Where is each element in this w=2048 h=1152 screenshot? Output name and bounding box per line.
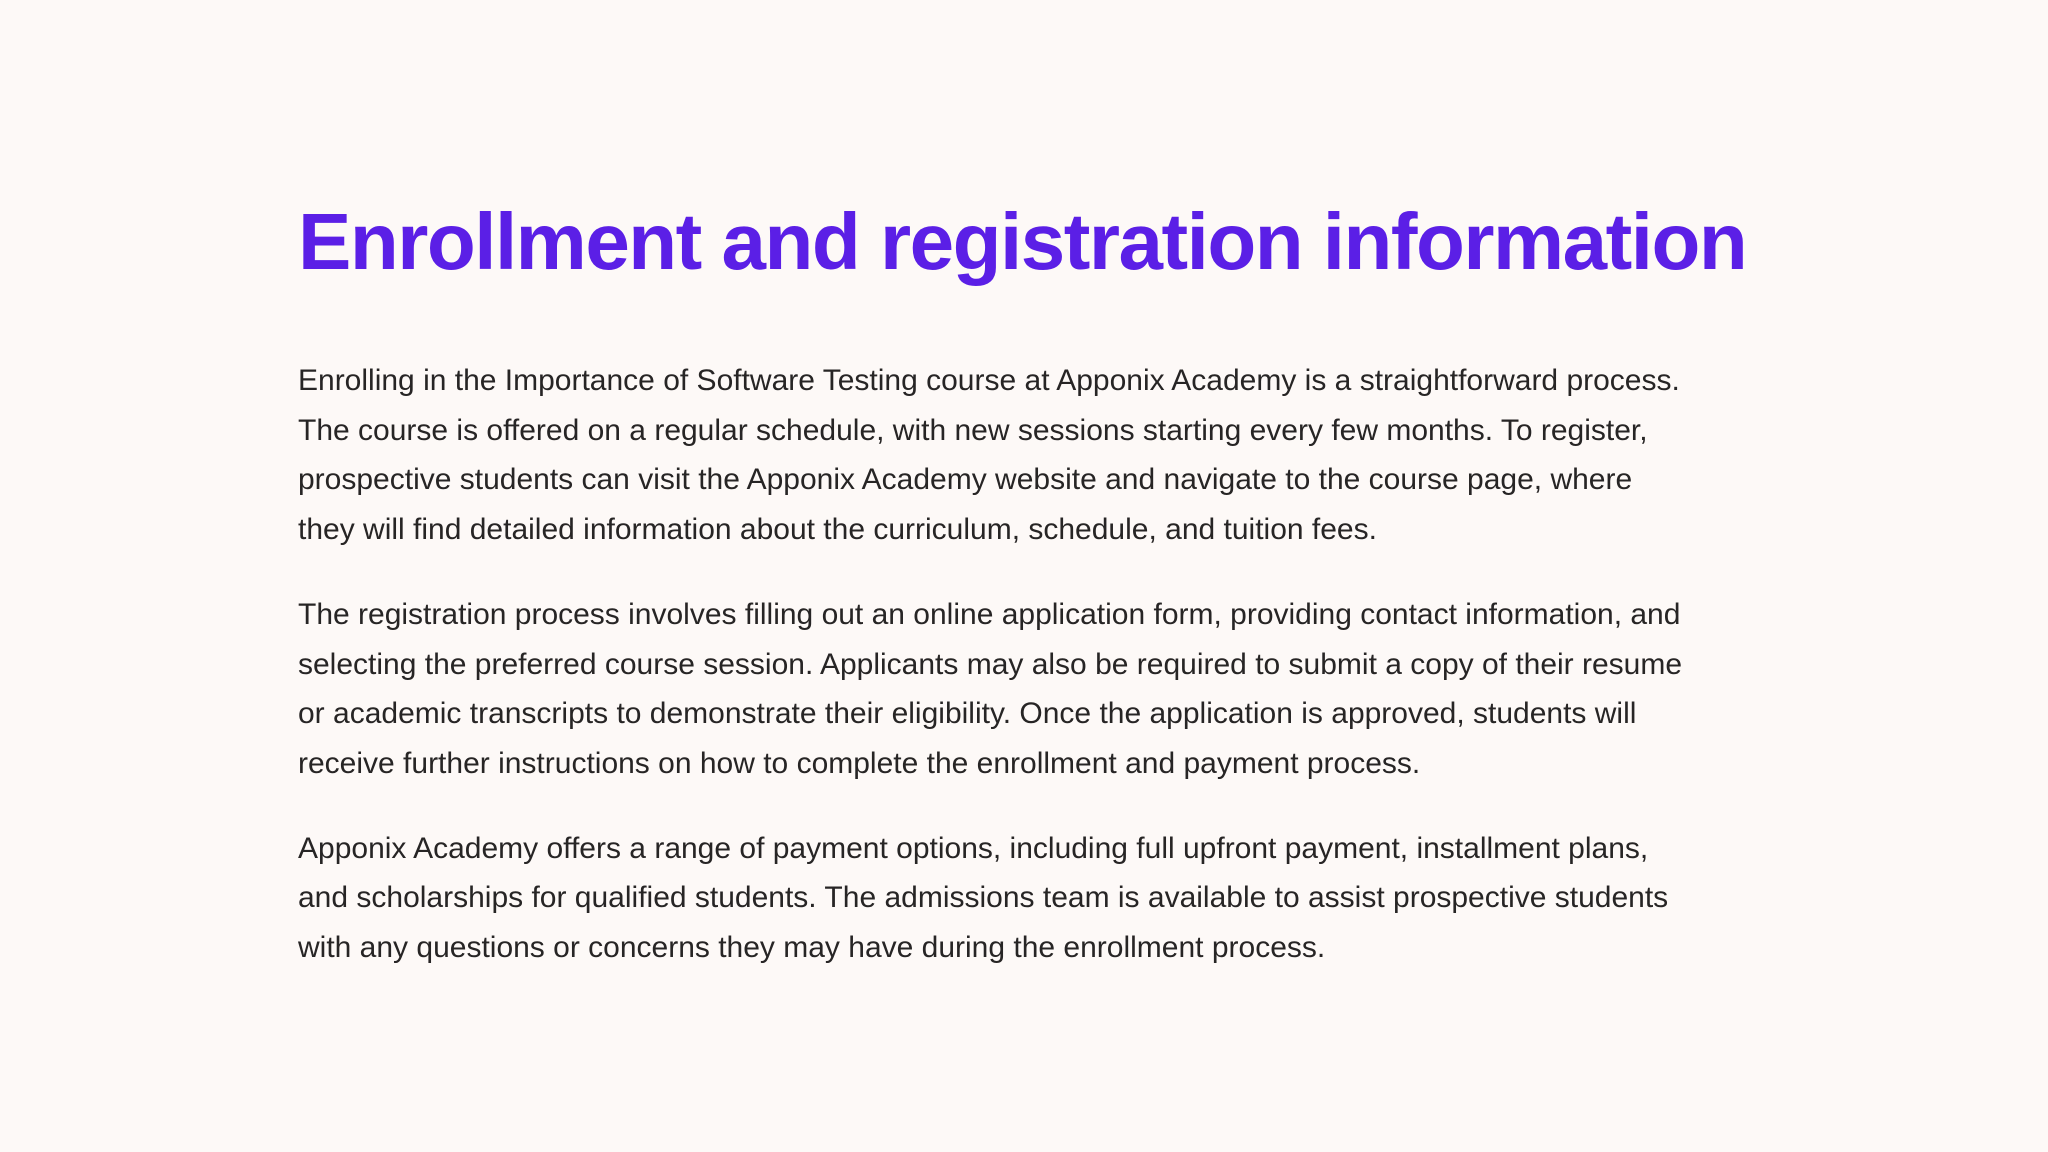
slide-content [298,196,1778,973]
paragraph-enrollment-overview [298,356,1778,555]
paragraph-line: with any questions or concerns they may have during the enrollment process. [298,931,1326,965]
paragraph-registration-process [298,590,1778,789]
paragraph-line: they will find detailed information about the curriculum, schedule, and tuition fees. [298,513,1377,547]
slide-title: Enrollment and registration information [298,197,1747,286]
paragraph-line: The course is offered on a regular schedule, with new sessions starting every few months. To register, [298,413,1648,447]
paragraph-line: Enrolling in the Importance of Software Testing course at Apponix Academy is a straightforward process. [298,364,1680,397]
paragraph-line: and scholarships for qualified students. The admissions team is available to assist prospective students [298,881,1669,915]
paragraph-payment-options [298,824,1778,973]
paragraph-line: receive further instructions on how to complete the enrollment and payment process. [298,746,1421,780]
slide-body [298,356,1778,973]
paragraph-line: selecting the preferred course session. Applicants may also be required to submit a copy of their resume [298,647,1683,681]
paragraph-line: Apponix Academy offers a range of payment options, including full upfront payment, installment plans, [298,831,1649,865]
paragraph-line: The registration process involves filling out an online application form, providing contact information, and [298,597,1681,631]
paragraph-line: or academic transcripts to demonstrate their eligibility. Once the application is approved, students will [298,697,1637,731]
paragraph-line: prospective students can visit the Apponix Academy website and navigate to the course page, where [298,463,1633,497]
